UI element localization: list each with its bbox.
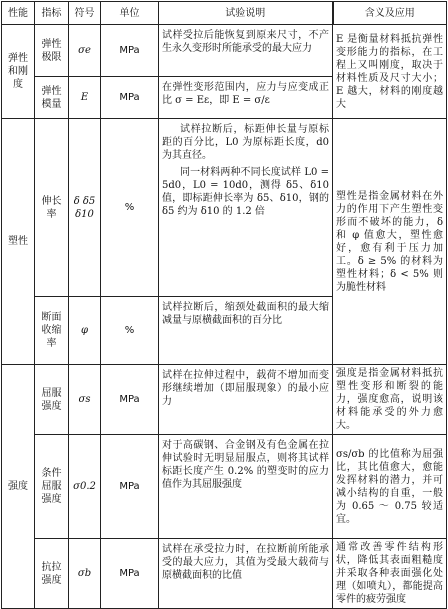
table-row [2, 119, 447, 297]
meaning-strength: 强度是指金属材料抵抗塑性变形和断裂的能力，强度愈高，说明该材料能承受的外力愈大。 [333, 365, 447, 435]
unit-cell: MPa [101, 435, 159, 539]
category-strength: 强度 [2, 365, 35, 609]
indicator-cell: 弹性模量 [35, 77, 69, 119]
meaning-plastic: 塑性是指金属材料在外力的作用下产生塑性变形而不破坏的能力，δ 和 φ 值愈大，塑性愈好，愈有利于压力加工。δ ≥ 5% 的材料为塑性材料；δ < 5% 则为脆性材料 [333, 119, 447, 365]
symbol-cell: σe [69, 25, 101, 77]
test-description-cell: 试样拉断后，缩颈处截面积的最大缩减量与原横截面积的百分比 [159, 297, 333, 365]
indicator-cell: 抗拉强度 [35, 539, 69, 609]
unit-cell: % [101, 297, 159, 365]
header-performance: 性能 [2, 2, 35, 25]
header-meaning: 含义及应用 [333, 2, 447, 25]
meaning-fatigue: 通常改善零件结构形状，降低其表面粗糙度并采取各种表面强化处理（如喷丸），都能提高零件的疲劳强度 [333, 539, 447, 609]
symbol-cell: σs [69, 365, 101, 435]
test-paragraph: 试样拉断后，标距伸长量与原标距的百分比，L0 为原标距长度，d0 为其直径。 [162, 124, 329, 161]
header-test-description: 试验说明 [159, 2, 333, 25]
unit-cell: MPa [101, 539, 159, 609]
test-description-cell: 试样在拉伸过程中，载荷不增加而变形继续增加（即屈服现象）的最小应力 [159, 365, 333, 435]
meaning-yield-ratio: σs/σb 的比值称为屈强比，其比值愈大，愈能发挥材料的潜力，并可减小结构的自重，一般为 0.65 ～ 0.75 较适宜。 [333, 435, 447, 539]
test-description-cell: 试样受拉后能恢复到原来尺寸，不产生永久变形时所能承受的最大应力 [159, 25, 333, 77]
header-symbol: 符号 [69, 2, 101, 25]
indicator-cell: 屈服强度 [35, 365, 69, 435]
test-paragraph: 同一材料两种不同长度试样 L0 = 5d0，L0 = 10d0，测得 δ5、δ10 值，即标距伸长率为 δ5、δ10，钢的 δ5 约为 δ10 的 1.2 倍 [162, 167, 329, 217]
table-row [2, 539, 447, 609]
symbol-cell: φ [69, 297, 101, 365]
test-description-cell [159, 119, 333, 297]
table-row [2, 25, 447, 77]
table-row [2, 435, 447, 539]
symbol-cell: σb [69, 539, 101, 609]
category-plasticity: 塑性 [2, 119, 35, 365]
header-unit: 单位 [101, 2, 159, 25]
material-properties-table [1, 1, 447, 609]
category-elastic-rigid: 弹性和刚度 [2, 25, 35, 119]
symbol-cell: δ δ5 δ10 [69, 119, 101, 297]
indicator-cell: 断面收缩率 [35, 297, 69, 365]
unit-cell: MPa [101, 77, 159, 119]
unit-cell: % [101, 119, 159, 297]
symbol-cell: σ0.2 [69, 435, 101, 539]
test-description-cell: 试样在承受拉力时，在拉断前所能承受的最大应力，其值为受最大载荷与原横截面积的比值 [159, 539, 333, 609]
unit-cell: MPa [101, 25, 159, 77]
header-row [2, 2, 447, 25]
symbol-cell: E [69, 77, 101, 119]
indicator-cell: 弹性极限 [35, 25, 69, 77]
header-indicator: 指标 [35, 2, 69, 25]
test-description-cell: 对于高碳钢、合金钢及有色金属在拉伸试验时无明显屈服点，则将其试样标距长度产生 0.2% 的塑变时的应力值作为其屈服强度 [159, 435, 333, 539]
unit-cell: MPa [101, 365, 159, 435]
table-row [2, 365, 447, 435]
indicator-cell: 条件屈服强度 [35, 435, 69, 539]
meaning-elastic: E 是衡量材料抵抗弹性变形能力的指标，在工程上又叫刚度，取决于材料性质及尺寸大小；E 越大，材料的刚度越大 [333, 25, 447, 119]
indicator-cell: 伸长率 [35, 119, 69, 297]
test-description-cell: 在弹性变形范围内，应力与应变成正比 σ = Eε，即 E = σ/ε [159, 77, 333, 119]
